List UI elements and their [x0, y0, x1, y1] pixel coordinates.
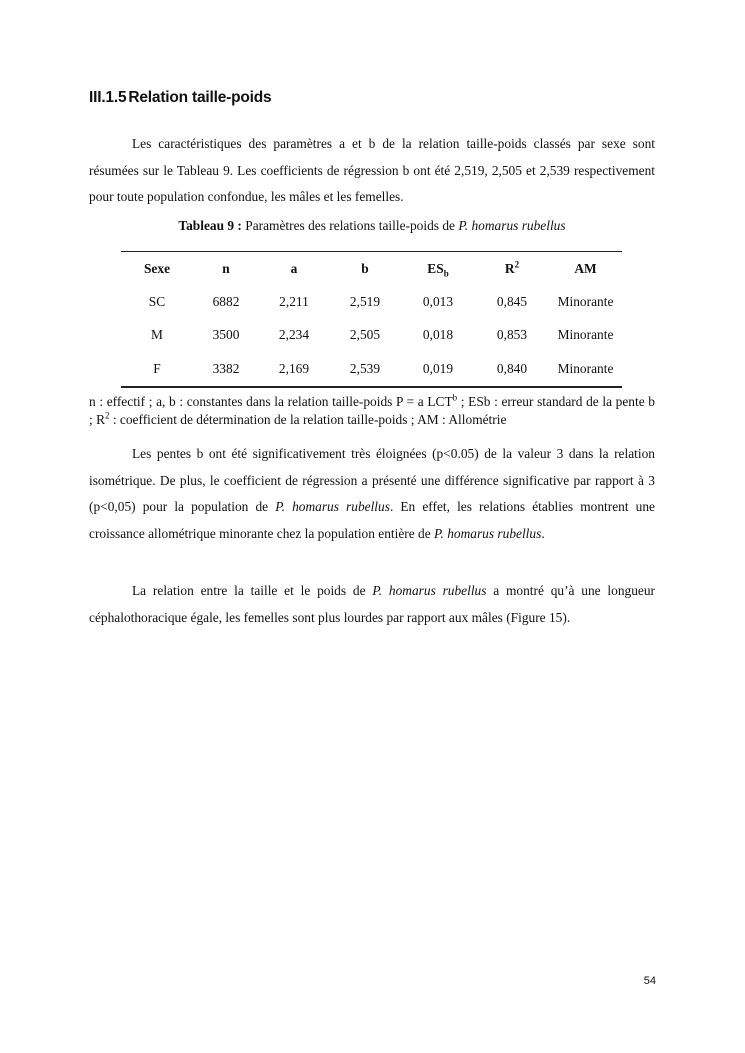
table-footnote — [89, 393, 655, 429]
cell-n: 3500 — [212, 327, 240, 343]
cell-r2: 0,840 — [475, 352, 549, 387]
header-es-label: ES — [427, 260, 444, 276]
table-caption-species: P. homarus rubellus — [458, 218, 566, 233]
header-sexe: Sexe — [121, 252, 193, 286]
cell-am: Minorante — [549, 352, 622, 387]
header-am: AM — [549, 252, 622, 286]
page-number: 54 — [643, 975, 656, 987]
table-row — [121, 352, 622, 387]
cell-r2: 0,845 — [496, 293, 528, 309]
header-a: a — [259, 252, 329, 286]
cell-sexe: F — [121, 352, 193, 387]
cell-n: 6882 — [212, 293, 240, 309]
paragraph-intro — [89, 131, 655, 211]
table-row — [121, 319, 622, 353]
header-es — [401, 252, 475, 286]
cell-b: 2,539 — [329, 352, 401, 387]
cell-es: 0,013 — [422, 293, 454, 309]
section-heading — [89, 89, 271, 107]
cell-a: 2,211 — [279, 293, 309, 309]
cell-r2: 0,853 — [496, 327, 528, 343]
footnote-part-2: ; ESb : erreur standard de la pente b ; R — [89, 394, 655, 427]
header-r2 — [475, 252, 549, 286]
cell-b: 2,505 — [349, 327, 381, 343]
footnote-superscript-2: 2 — [105, 410, 110, 421]
cell-a: 2,234 — [278, 327, 310, 343]
paragraph-slopes — [89, 441, 655, 547]
table-row — [121, 285, 622, 319]
species-name: P. homarus rubellus — [372, 583, 487, 598]
table-header-row — [121, 252, 622, 286]
cell-n: 3382 — [193, 352, 259, 387]
footnote-superscript-1: b — [452, 392, 458, 403]
header-r-label: R — [504, 260, 515, 276]
paragraph-weight-text-1: La relation entre la taille et le poids de — [132, 583, 373, 598]
cell-sexe: SC — [148, 293, 166, 309]
footnote-part-3: : coefficient de détermination de la relation taille-poids ; AM : Allométrie — [109, 412, 507, 427]
paragraph-weight-text-2: a montré qu’à une longueur céphalothoracique égale, les femelles sont plus lourdes par rapport aux mâles (Figure 15). — [89, 583, 656, 625]
paragraph-intro-text: Les caractéristiques des paramètres a et b de la relation taille-poids classés par sexe sont résumées sur le Tableau 9. Les coefficients de régression b ont été 2,519, 2,505 et 2,539 respectivement pour toute population confondue, les mâles et les femelles. — [89, 136, 655, 204]
table-caption-text: Paramètres des relations taille-poids de — [241, 218, 459, 233]
header-r-superscript: 2 — [514, 259, 520, 270]
paragraph-weight — [89, 578, 655, 631]
footnote-part-1: n : effectif ; a, b : constantes dans la relation taille-poids P = a LCT — [89, 394, 453, 409]
paragraph-slopes-text-1: Les pentes b ont été significativement très éloignées (p<0.05) de la valeur 3 dans la relation isométrique. De plus, le coefficient de régression a présenté une différence significative par rapport à 3 (p<0,05) pour la population de — [89, 446, 655, 514]
header-b: b — [329, 252, 401, 286]
paragraph-slopes-text-2: . En effet, les relations établies montrent une croissance allométrique minorante chez la population entière de — [89, 499, 655, 541]
paragraph-slopes-text-3: . — [541, 525, 545, 541]
section-number: III.1.5 — [89, 89, 127, 106]
cell-b: 2,519 — [349, 293, 381, 309]
cell-a: 2,169 — [259, 352, 329, 387]
cell-es: 0,018 — [422, 327, 454, 343]
header-es-subscript: b — [443, 268, 449, 279]
parameters-table — [121, 251, 622, 388]
cell-sexe: M — [151, 327, 163, 343]
header-n: n — [193, 252, 259, 286]
cell-am: Minorante — [557, 327, 614, 343]
section-title: Relation taille-poids — [128, 89, 272, 106]
cell-am: Minorante — [557, 293, 614, 309]
species-name: P. homarus rubellus — [434, 525, 542, 541]
table-caption-label: Tableau 9 : — [178, 218, 242, 233]
species-name: P. homarus rubellus — [275, 499, 390, 514]
cell-es: 0,019 — [401, 352, 475, 387]
table-caption — [89, 218, 655, 234]
